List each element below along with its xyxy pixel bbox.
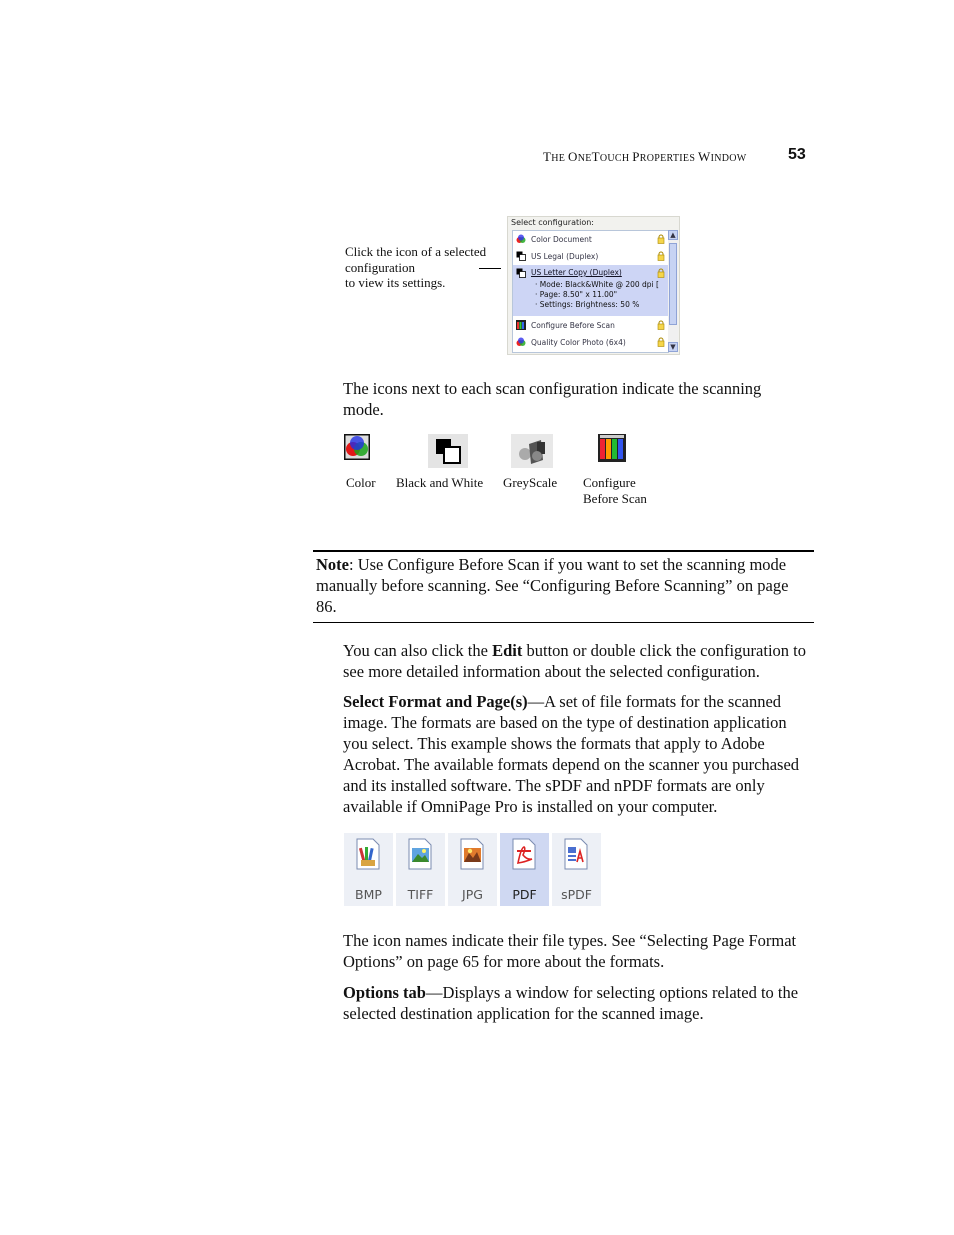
scroll-thumb[interactable]	[669, 243, 677, 325]
config-detail-settings: · Settings: Brightness: 50 %	[535, 300, 640, 309]
lock-icon	[657, 234, 665, 244]
config-detail-page: · Page: 8.50" x 11.00"	[535, 290, 618, 299]
page-number: 53	[788, 146, 806, 163]
running-head-part: T	[543, 149, 552, 164]
running-head-part: NE	[577, 153, 592, 164]
color-mode-icon	[344, 434, 370, 460]
para5-bold: Options tab	[343, 983, 426, 1002]
config-item-color-document[interactable]	[513, 231, 668, 247]
configure-mode-icon	[598, 434, 626, 462]
config-item-label: Configure Before Scan	[531, 321, 615, 330]
note-text: : Use Configure Before Scan if you want to set the scanning mode manually before scanning. See “Configuring Before Scanning” on page 86.	[316, 555, 789, 616]
configuration-list[interactable]	[512, 230, 669, 353]
config-panel-title: Select configuration:	[511, 218, 594, 227]
config-item-us-letter-copy-selected[interactable]	[513, 265, 668, 316]
para5-post: —Displays a window for selecting options related to the selected destination application for the scanned image.	[343, 983, 799, 1023]
running-head-part: T	[591, 149, 600, 164]
paragraph-options-tab	[343, 982, 808, 1024]
spdf-icon	[563, 838, 589, 870]
running-head-part: OUCH	[599, 153, 633, 164]
paragraph-select-format	[343, 691, 811, 817]
lock-icon	[657, 251, 665, 261]
mode-label-line1: Configure	[583, 475, 636, 490]
mode-label-greyscale: GreyScale	[503, 475, 558, 490]
format-label: JPG	[462, 887, 483, 902]
para2-post: button or double click the configuration to see more detailed information about the selected configuration.	[343, 641, 807, 681]
bmp-icon	[355, 838, 381, 870]
format-jpg-button[interactable]	[448, 833, 497, 906]
config-item-label: US Letter Copy (Duplex)	[531, 268, 622, 277]
select-configuration-panel	[507, 216, 680, 355]
para3-post: —A set of file formats for the scanned image. The formats are based on the type of destination application you select. This example shows the formats that apply to Adobe Acrobat. The available formats depend on the scanner you purchased and its installed software. The sPDF and nPDF formats are only available if OmniPage Pro is installed on your computer.	[343, 692, 800, 816]
color-icon[interactable]	[516, 234, 526, 244]
lock-icon	[657, 337, 665, 347]
jpg-icon	[459, 838, 485, 870]
callout-line-3: to view its settings.	[345, 275, 446, 290]
para2-bold: Edit	[492, 641, 523, 660]
mode-label-configure-before-scan	[583, 475, 647, 506]
config-item-quality-color-photo[interactable]	[513, 334, 668, 350]
format-spdf-button[interactable]	[552, 833, 601, 906]
note-box	[316, 554, 806, 617]
scroll-down-button[interactable]: ▼	[668, 342, 678, 352]
format-pdf-button-selected[interactable]	[500, 833, 549, 906]
config-scrollbar[interactable]	[668, 230, 678, 352]
callout-line-1: Click the icon of a selected	[345, 244, 487, 259]
format-label: TIFF	[407, 887, 434, 902]
running-head-part: INDOW	[710, 153, 747, 164]
config-item-label: Quality Color Photo (6x4)	[531, 338, 626, 347]
format-label: PDF	[512, 887, 537, 902]
format-label: sPDF	[561, 887, 592, 902]
note-bottom-rule	[313, 622, 814, 623]
note-lead: Note	[316, 555, 349, 574]
tiff-icon	[407, 838, 433, 870]
callout-leader-line	[479, 268, 501, 269]
paragraph-scan-mode-icons: The icons next to each scan configuration indicate the scanning mode.	[343, 379, 762, 419]
format-label: BMP	[355, 887, 382, 902]
running-head-part: ROPERTIES	[639, 153, 698, 164]
lock-icon	[657, 320, 665, 330]
black-white-icon[interactable]	[516, 251, 526, 261]
para2-pre: You can also click the	[343, 641, 493, 660]
format-selection-strip	[344, 833, 603, 906]
callout-line-2: configuration	[345, 259, 416, 275]
mode-label-black-white: Black and White	[396, 475, 484, 490]
paragraph-edit-button	[343, 640, 808, 682]
pdf-icon	[511, 838, 537, 870]
greyscale-mode-icon	[511, 434, 553, 468]
running-head-part: HE	[551, 153, 568, 164]
running-head-part: O	[567, 149, 578, 164]
config-item-label: US Legal (Duplex)	[531, 252, 599, 261]
color-icon[interactable]	[516, 337, 526, 347]
config-item-label: Color Document	[531, 235, 592, 244]
mode-label-line2: Before Scan	[583, 490, 647, 506]
running-head	[543, 149, 747, 165]
configure-icon[interactable]	[516, 320, 526, 330]
mode-label-color: Color	[346, 475, 376, 490]
config-item-us-legal[interactable]	[513, 248, 668, 264]
config-detail-mode: · Mode: Black&White @ 200 dpi [	[535, 280, 659, 289]
paragraph-icon-names: The icon names indicate their file types. See “Selecting Page Format Options” on page 65 for more about the formats.	[343, 931, 797, 971]
note-top-rule	[313, 550, 814, 552]
config-item-configure-before-scan[interactable]	[513, 317, 668, 333]
scroll-up-button[interactable]: ▲	[668, 230, 678, 240]
running-head-part: P	[632, 149, 640, 164]
format-tiff-button[interactable]	[396, 833, 445, 906]
black-white-icon[interactable]	[516, 268, 526, 278]
black-white-mode-icon	[428, 434, 468, 468]
format-bmp-button[interactable]	[344, 833, 393, 906]
lock-icon	[657, 268, 665, 278]
para3-bold: Select Format and Page	[343, 692, 511, 711]
para3-bold-paren: (s)	[510, 692, 528, 711]
running-head-part: W	[698, 149, 711, 164]
